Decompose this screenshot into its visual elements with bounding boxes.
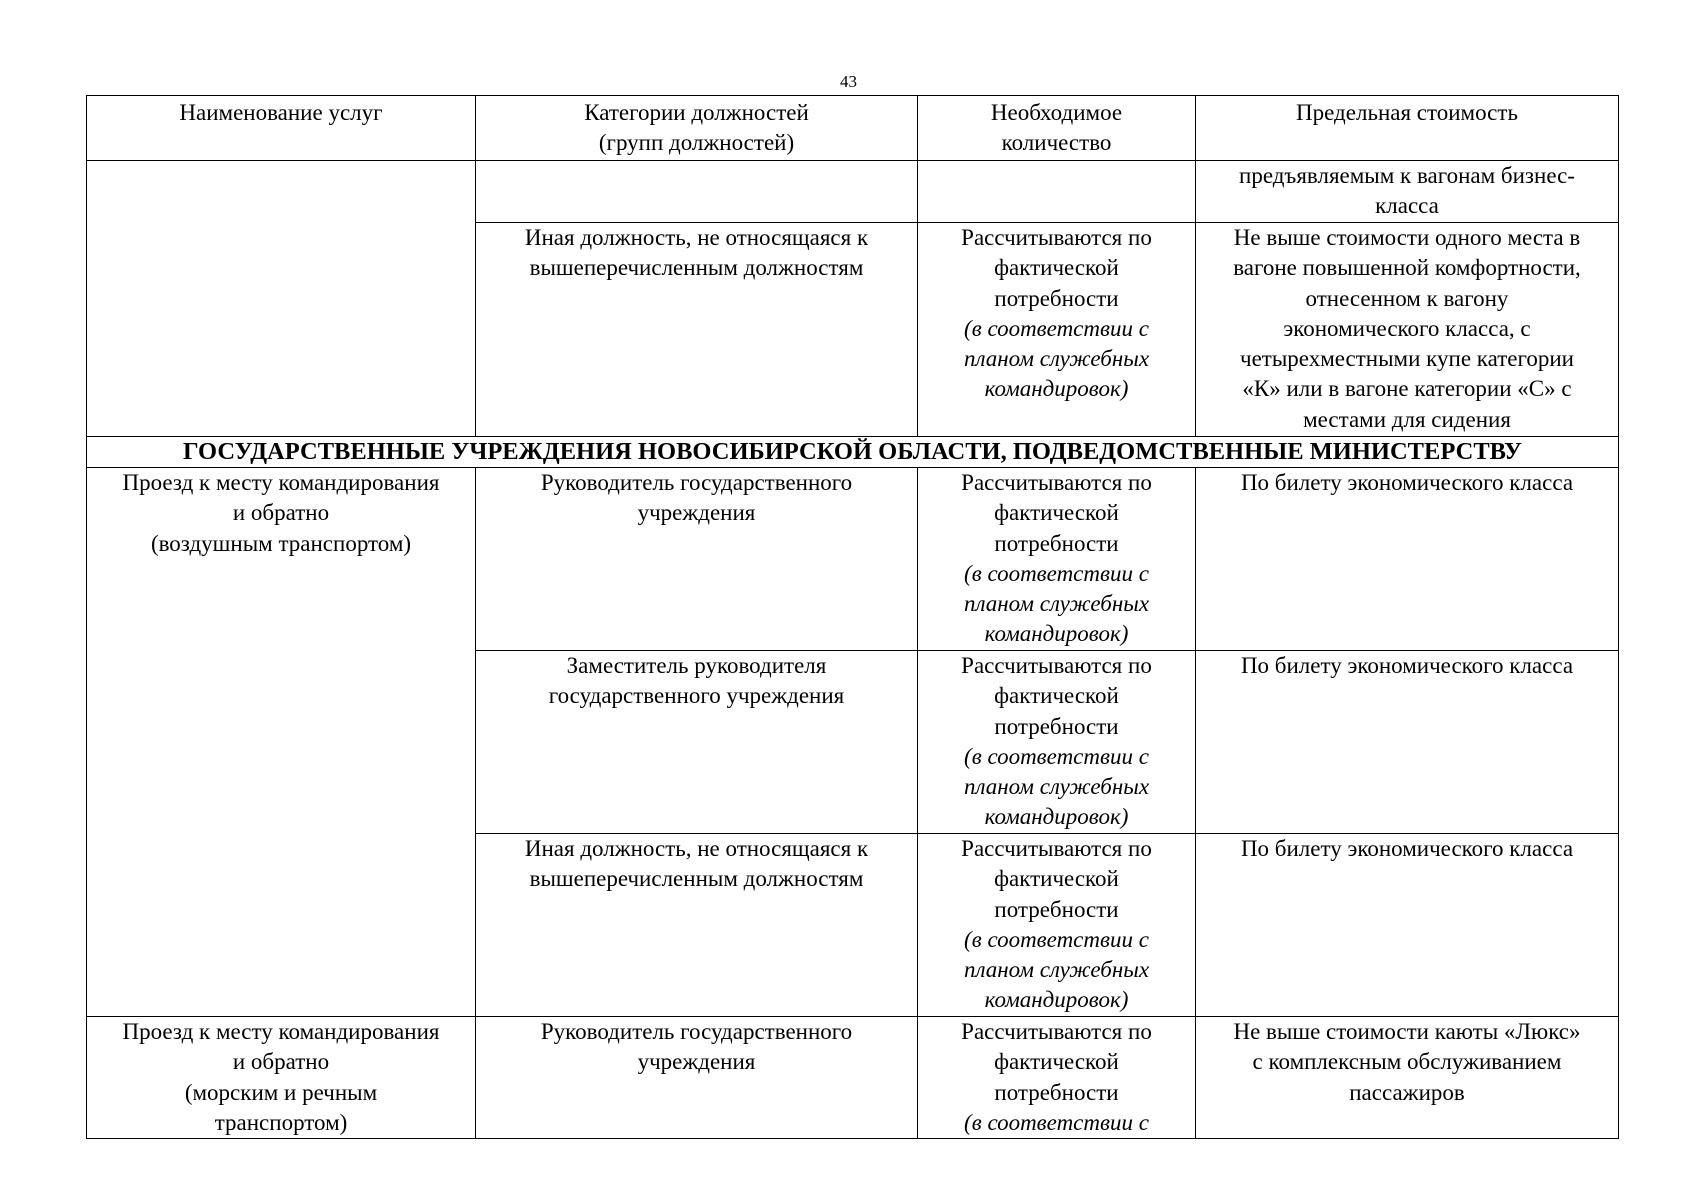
- section-title: ГОСУДАРСТВЕННЫЕ УЧРЕЖДЕНИЯ НОВОСИБИРСКОЙ ОБЛАСТИ, ПОДВЕДОМСТВЕННЫЕ МИНИСТЕРСТВУ: [87, 437, 1619, 468]
- table-header-row: [87, 96, 1619, 161]
- cost-cell: Не выше стоимости каюты «Люкс» с комплексным обслуживанием пассажиров: [1196, 1017, 1619, 1139]
- table-row: [87, 161, 1619, 223]
- header-position-category: Категории должностей (групп должностей): [476, 96, 918, 161]
- service-cell-empty: [87, 161, 476, 437]
- quantity-cell: Рассчитываются по фактической потребности (в соответствии с планом служебных командировок): [918, 468, 1196, 651]
- header-required-quantity: Необходимое количество: [918, 96, 1196, 161]
- page-number: 43: [840, 72, 857, 91]
- header-max-cost: Предельная стоимость: [1196, 96, 1619, 161]
- tariff-table: [86, 95, 1619, 1139]
- quantity-cell: Рассчитываются по фактической потребности (в соответствии с: [918, 1017, 1196, 1139]
- quantity-cell-empty: [918, 161, 1196, 223]
- position-cell: Руководитель государственного учреждения: [476, 468, 918, 651]
- cost-cell: Не выше стоимости одного места в вагоне повышенной комфортности, отнесенном к вагону экономического класса, с четырехместными купе категории «К» или в вагоне категории «С» с местами для сидения: [1196, 223, 1619, 437]
- position-cell: Заместитель руководителя государственного учреждения: [476, 651, 918, 834]
- position-cell: Иная должность, не относящаяся к вышеперечисленным должностям: [476, 834, 918, 1017]
- service-cell-air: Проезд к месту командирования и обратно (воздушным транспортом): [87, 468, 476, 1017]
- quantity-cell: Рассчитываются по фактической потребности (в соответствии с планом служебных командировок): [918, 651, 1196, 834]
- position-cell: Иная должность, не относящаяся к вышеперечисленным должностям: [476, 223, 918, 437]
- table-row: [87, 1017, 1619, 1139]
- service-cell-sea: Проезд к месту командирования и обратно (морским и речным транспортом): [87, 1017, 476, 1139]
- cost-cell: По билету экономического класса: [1196, 468, 1619, 651]
- quantity-cell: Рассчитываются по фактической потребности (в соответствии с планом служебных командировок): [918, 223, 1196, 437]
- position-cell: Руководитель государственного учреждения: [476, 1017, 918, 1139]
- quantity-cell: Рассчитываются по фактической потребности (в соответствии с планом служебных командировок): [918, 834, 1196, 1017]
- cost-cell: По билету экономического класса: [1196, 651, 1619, 834]
- section-header-row: [87, 437, 1619, 468]
- table-row: [87, 468, 1619, 651]
- header-service-name: Наименование услуг: [87, 96, 476, 161]
- position-cell-empty: [476, 161, 918, 223]
- cost-cell-continuation: предъявляемым к вагонам бизнес- класса: [1196, 161, 1619, 223]
- cost-cell: По билету экономического класса: [1196, 834, 1619, 1017]
